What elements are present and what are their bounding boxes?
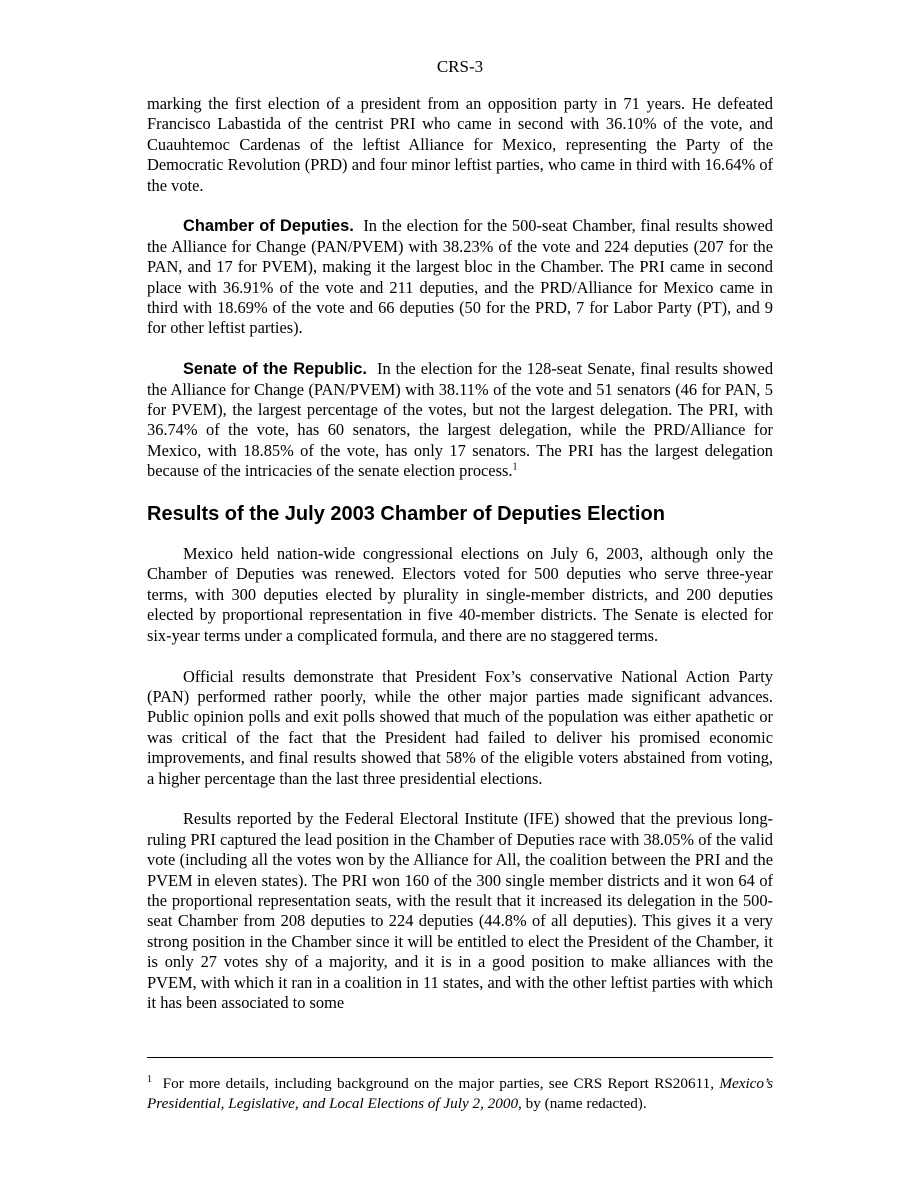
- footnote-lead: For more details, including background on the major parties, see CRS Report RS20611,: [162, 1075, 714, 1092]
- footnote-report-title: Mexico’s Presidential, Legislative, and Local Elections of July 2, 2000,: [147, 1075, 774, 1112]
- footnote-separator: [147, 1057, 773, 1058]
- chamber-run-in-heading: Chamber of Deputies.: [183, 217, 354, 236]
- page-number: CRS-3: [436, 57, 484, 76]
- body-text: [147, 94, 773, 1013]
- section-paragraph-1: Mexico held nation-wide congressional elections on July 6, 2003, although only the Chamber of Deputies was renewed. Electors voted for 500 deputies who serve three-year terms, with 300 deputies elected by plurality in single-member districts, and 200 deputies elected by proportional representation in five 40-member districts. The Senate is elected for six-year terms under a complicated formula, and there are no staggered terms.: [147, 544, 773, 645]
- footnote-reference[interactable]: 1: [512, 461, 518, 473]
- senate-text: In the election for the 128-seat Senate, final results showed the Alliance for Change (PAN/PVEM) with 38.11% of the vote and 51 senators (46 for PAN, 5 for PVEM), the largest percentage of the votes, but not the largest delegation. The PRI, with 36.74% of the vote, has 60 senators, the largest delegation, while the PRD/Alliance for Mexico, with 18.85% of the vote, has only 17 senators. The PRI has the largest delegation because of the intricacies of the senate election process.: [147, 359, 774, 481]
- chamber-paragraph: [147, 216, 773, 338]
- section-paragraph-3: Results reported by the Federal Electoral Institute (IFE) showed that the previous long-ruling PRI captured the lead position in the Chamber of Deputies race with 38.05% of the valid vote (including all the votes won by the Alliance for All, the coalition between the PRI and the PVEM in eleven states). The PRI won 160 of the 300 single member districts and it won 64 of the proportional representation seats, with the result that it increased its delegation in the 500-seat Chamber from 208 deputies to 224 deputies (44.8% of all deputies). This gives it a very strong position in the Chamber since it will be entitled to elect the President of the Chamber, it is only 27 votes shy of a majority, and it is in a good position to make alliances with the PVEM, with which it ran in a coalition in 11 states, and with the other leftist parties with which it has been associated to some: [147, 809, 773, 1012]
- section-paragraph-2: Official results demonstrate that President Fox’s conservative National Action Party (PAN) performed rather poorly, while the other major parties made significant advances. Public opinion polls and exit polls showed that much of the population was either apathetic or was critical of the fact that the President had failed to deliver his promised economic improvements, and final results showed that 58% of the eligible voters abstained from voting, a higher percentage than the last three presidential elections.: [147, 666, 773, 788]
- footnote-tail: by (name redacted).: [525, 1094, 647, 1112]
- senate-paragraph: [147, 359, 773, 481]
- section-heading: Results of the July 2003 Chamber of Deputies Election: [147, 503, 665, 526]
- chamber-text: In the election for the 500-seat Chamber, final results showed the Alliance for Change (PAN/PVEM) with 38.23% of the vote and 224 deputies (207 for the PAN, and 17 for PVEM), making it the largest bloc in the Chamber. The PRI came in second place with 36.91% of the vote and 211 deputies, and the PRD/Alliance for Mexico came in third with 18.69% of the vote and 66 deputies (50 for the PRD, 7 for Labor Party (PT), and 9 for other leftist parties).: [147, 216, 773, 338]
- senate-run-in-heading: Senate of the Republic.: [183, 360, 367, 379]
- footnote: [147, 1074, 773, 1113]
- footnote-marker: 1: [147, 1073, 152, 1085]
- intro-paragraph: marking the first election of a president from an opposition party in 71 years. He defeated Francisco Labastida of the centrist PRI who came in second with 36.10% of the vote, and Cuauhtemoc Cardenas of the leftist Alliance for Mexico, representing the Party of the Democratic Revolution (PRD) and four minor leftist parties, who came in third with 16.64% of the vote.: [147, 94, 773, 195]
